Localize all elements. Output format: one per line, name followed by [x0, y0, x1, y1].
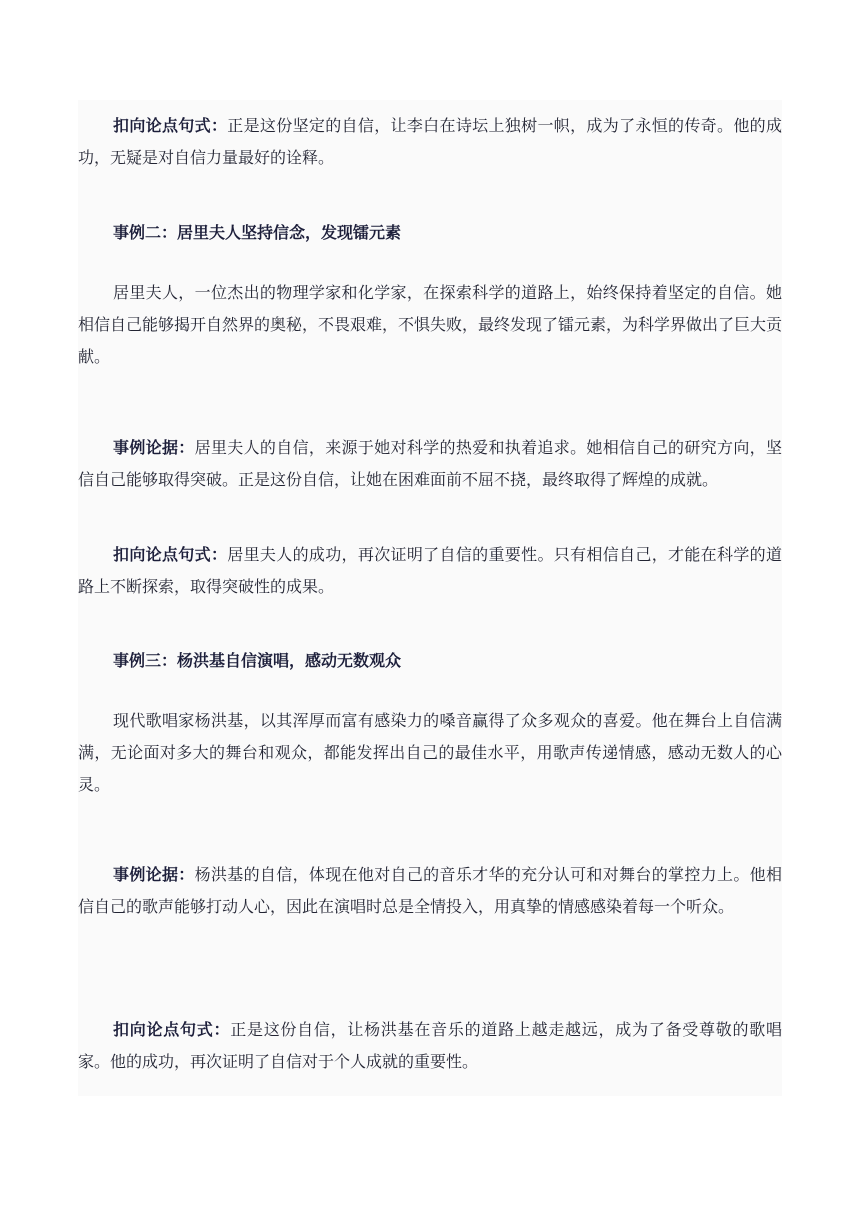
paragraph-label: 扣向论点句式： [113, 116, 228, 135]
paragraph-label: 事例论据： [113, 865, 195, 884]
section-heading: 事例二：居里夫人坚持信念，发现镭元素 [113, 223, 402, 242]
paragraph-text: 居里夫人的自信，来源于她对科学的热爱和执着追求。她相信自己的研究方向，坚信自己能够取得突破。正是这份自信，让她在困难面前不屈不挠，最终取得了辉煌的成就。 [78, 438, 782, 489]
paragraph-example: 居里夫人，一位杰出的物理学家和化学家，在探索科学的道路上，始终保持着坚定的自信。她相信自己能够揭开自然界的奥秘，不畏艰难，不惧失败，最终发现了镭元素，为科学界做出了巨大贡献。 [78, 283, 783, 366]
document-body [78, 100, 782, 1096]
paragraph-text: 居里夫人的成功，再次证明了自信的重要性。只有相信自己，才能在科学的道路上不断探索，取得突破性的成果。 [78, 545, 782, 596]
paragraph-label: 扣向论点句式： [113, 545, 228, 564]
paragraph-evidence [78, 432, 782, 496]
paragraph-link-to-thesis [78, 1014, 782, 1078]
paragraph-example: 现代歌唱家杨洪基，以其浑厚而富有感染力的嗓音赢得了众多观众的喜爱。他在舞台上自信满满，无论面对多大的舞台和观众，都能发挥出自己的最佳水平，用歌声传递情感，感动无数人的心灵。 [78, 711, 782, 794]
paragraph-text: 正是这份坚定的自信，让李白在诗坛上独树一帜，成为了永恒的传奇。他的成功，无疑是对自信力量最好的诠释。 [78, 116, 782, 167]
paragraph-text: 正是这份自信，让杨洪基在音乐的道路上越走越远，成为了备受尊敬的歌唱家。他的成功，再次证明了自信对于个人成就的重要性。 [78, 1020, 782, 1071]
paragraph-link-to-thesis [78, 539, 782, 603]
section-heading: 事例三：杨洪基自信演唱，感动无数观众 [113, 651, 402, 670]
paragraph-text: 杨洪基的自信，体现在他对自己的音乐才华的充分认可和对舞台的掌控力上。他相信自己的歌声能够打动人心，因此在演唱时总是全情投入，用真挚的情感感染着每一个听众。 [78, 865, 782, 916]
paragraph-label: 扣向论点句式： [113, 1020, 231, 1039]
paragraph-link-to-thesis [78, 110, 782, 174]
paragraph-evidence [78, 859, 782, 923]
paragraph-label: 事例论据： [113, 438, 195, 457]
